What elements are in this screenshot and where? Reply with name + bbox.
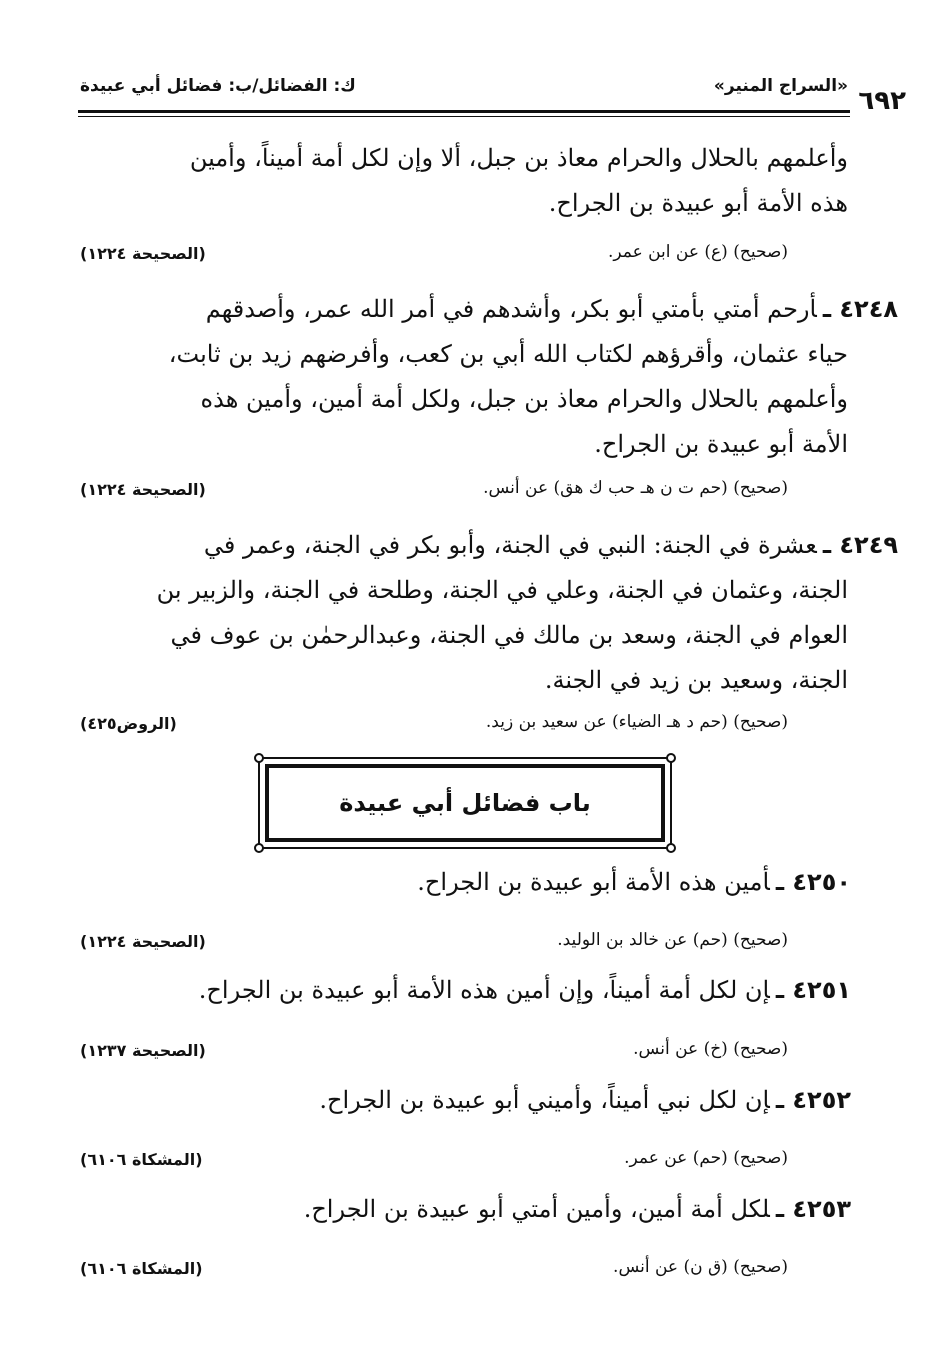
hadith-source: (صحيح) (خ) عن أنس.	[633, 1039, 788, 1059]
hadith-continuation	[80, 136, 848, 226]
hadith-number: ٤٢٤٨ ـ	[822, 295, 898, 323]
hadith-reference: (الصحيحة ١٢٢٤)	[80, 932, 206, 951]
chapter-title: باب فضائل أبي عبيدة	[339, 789, 591, 817]
hadith-number: ٤٢٤٩ ـ	[822, 531, 898, 559]
page-number: ٦٩٢	[858, 86, 906, 116]
hadith-reference: (المشكاة ٦١٠٦)	[80, 1150, 203, 1169]
hadith-source: (صحيح) (حم ت ن هـ حب ك هق) عن أنس.	[483, 478, 788, 498]
hadith-4253	[304, 1195, 851, 1223]
chapter-heading-frame	[258, 757, 672, 849]
text-line: وأعلمهم بالحلال والحرام معاذ بن جبل، ألا وإن لكل أمة أميناً، وأمين	[189, 144, 848, 172]
hadith-4250	[417, 868, 851, 896]
hadith-source: (صحيح) (ع) عن ابن عمر.	[607, 242, 788, 262]
corner-ornament-icon	[666, 753, 676, 763]
text-line: الجنة، وسعيد بن زيد في الجنة.	[544, 666, 848, 694]
hadith-number: ٤٢٥٢ ـ	[775, 1086, 851, 1114]
hadith-source: (صحيح) (حم) عن خالد بن الوليد.	[557, 930, 788, 950]
chapter-path: ك: الفضائل/ب: فضائل أبي عبيدة	[80, 76, 356, 96]
hadith-text: إن لكل أمة أميناً، وإن أمين هذه الأمة أبو عبيدة بن الجراح.	[198, 976, 770, 1004]
hadith-source: (صحيح) (ق ن) عن أنس.	[613, 1257, 788, 1277]
text-line-first: ٤٢٤٨ ـأرحم أمتي بأمتي أبو بكر، وأشدهم في أمر الله عمر، وأصدقهم	[205, 295, 898, 323]
hadith-number: ٤٢٥٣ ـ	[775, 1195, 851, 1223]
hadith-reference: (المشكاة ٦١٠٦)	[80, 1259, 203, 1278]
hadith-text: إن لكل نبي أميناً، وأميني أبو عبيدة بن الجراح.	[319, 1086, 770, 1114]
book-title: «السراج المنير»	[713, 76, 848, 96]
hadith-4251	[199, 976, 851, 1004]
text-line: الجنة، وعثمان في الجنة، وعلي في الجنة، وطلحة في الجنة، والزبير بن	[156, 576, 848, 604]
hadith-reference: (الصحيحة ١٢٣٧)	[80, 1041, 206, 1060]
hadith-reference: (الصحيحة ١٢٢٤)	[80, 480, 206, 499]
corner-ornament-icon	[254, 753, 264, 763]
chapter-heading-inner	[265, 764, 665, 842]
text-line: هذه الأمة أبو عبيدة بن الجراح.	[548, 189, 848, 217]
hadith-reference: (الروض٤٢٥)	[80, 714, 177, 733]
hadith-number: ٤٢٥١ ـ	[775, 976, 851, 1004]
text-line: حياء عثمان، وأقرؤهم لكتاب الله أبي بن كعب، وأفرضهم زيد بن ثابت،	[168, 340, 848, 368]
hadith-4252	[319, 1086, 851, 1114]
text-line: وأعلمهم بالحلال والحرام معاذ بن جبل، ولكل أمة أمين، وأمين هذه	[200, 385, 848, 413]
hadith-4249	[80, 523, 898, 703]
header-rule-thick	[78, 110, 850, 113]
text-line-first: ٤٢٤٩ ـعشرة في الجنة: النبي في الجنة، وأبو بكر في الجنة، وعمر في	[203, 531, 898, 559]
text-line: الأمة أبو عبيدة بن الجراح.	[594, 430, 848, 458]
text-line: العوام في الجنة، وسعد بن مالك في الجنة، وعبدالرحمٰن بن عوف في	[170, 621, 848, 649]
header-rule-thin	[78, 116, 850, 117]
hadith-4248	[80, 287, 898, 467]
corner-ornament-icon	[666, 843, 676, 853]
hadith-text: أمين هذه الأمة أبو عبيدة بن الجراح.	[417, 868, 770, 896]
hadith-source: (صحيح) (حم) عن عمر.	[624, 1148, 788, 1168]
hadith-source: (صحيح) (حم د هـ الضياء) عن سعيد بن زيد.	[485, 712, 788, 732]
hadith-text: لكل أمة أمين، وأمين أمتي أبو عبيدة بن الجراح.	[303, 1195, 770, 1223]
corner-ornament-icon	[254, 843, 264, 853]
hadith-number: ٤٢٥٠ ـ	[775, 868, 851, 896]
hadith-reference: (الصحيحة ١٢٢٤)	[80, 244, 206, 263]
